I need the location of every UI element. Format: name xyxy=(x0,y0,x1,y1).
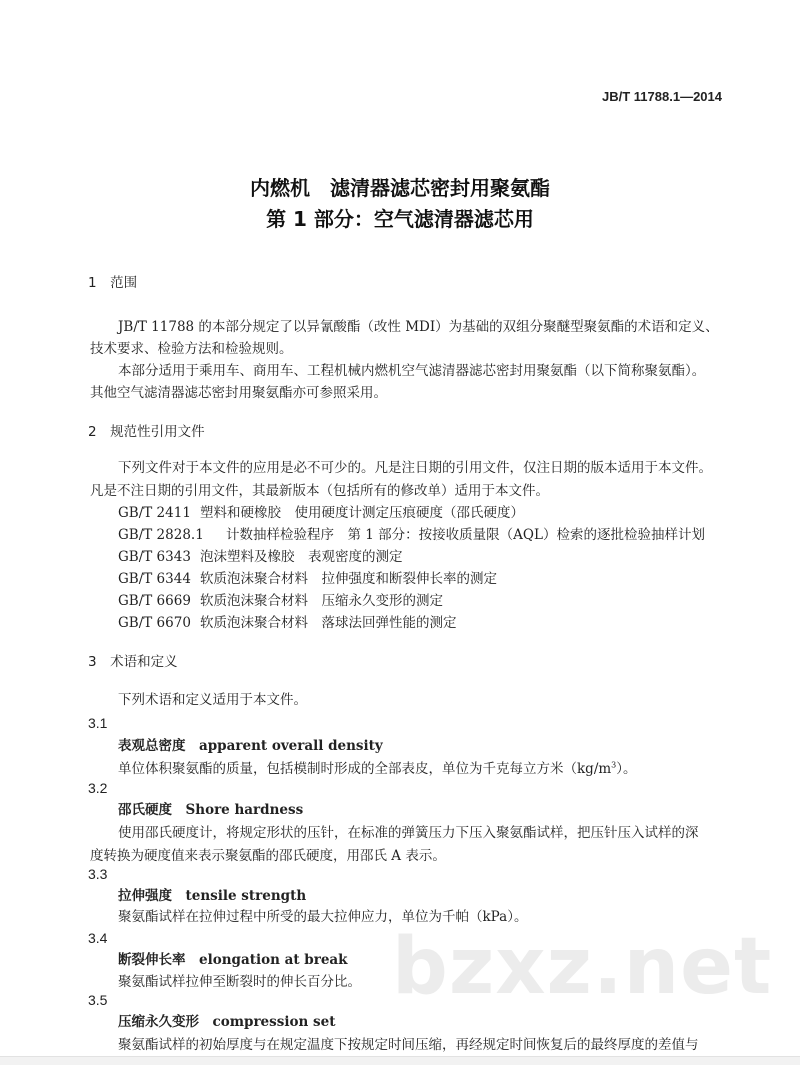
reference-item xyxy=(118,570,497,588)
document-title-line1: 内燃机 滤清器滤芯密封用聚氨酯 xyxy=(250,176,550,200)
reference-title: 计数抽样检验程序 第 1 部分：按接收质量限（AQL）检索的逐批检验抽样计划 xyxy=(226,527,705,543)
term-number: 3.4 xyxy=(88,930,108,946)
paragraph-line: 本部分适用于乘用车、商用车、工程机械内燃机空气滤清器滤芯密封用聚氨酯（以下简称聚氨酯）。 xyxy=(118,363,706,379)
reference-item xyxy=(118,592,443,610)
reference-code: GB/T 6343 xyxy=(118,549,191,565)
reference-item xyxy=(118,526,705,544)
term-definition xyxy=(118,760,637,778)
reference-item xyxy=(118,504,524,522)
reference-title: 泡沫塑料及橡胶 表观密度的测定 xyxy=(200,549,403,565)
standard-number: JB/T 11788.1—2014 xyxy=(602,89,722,104)
reference-code: GB/T 6670 xyxy=(118,615,191,631)
term-title: 表观总密度 apparent overall density xyxy=(118,738,383,754)
superscript: 3 xyxy=(611,760,617,770)
paragraph-line: 凡是不注日期的引用文件，其最新版本（包括所有的修改单）适用于本文件。 xyxy=(90,483,549,499)
paragraph-line: 其他空气滤清器滤芯密封用聚氨酯亦可参照采用。 xyxy=(90,385,387,401)
section-1-heading: 1 范围 xyxy=(88,275,138,291)
term-number: 3.3 xyxy=(88,866,108,882)
reference-title: 软质泡沫聚合材料 拉伸强度和断裂伸长率的测定 xyxy=(200,571,497,587)
term-title: 压缩永久变形 compression set xyxy=(118,1014,336,1030)
term-definition: 聚氨酯试样在拉伸过程中所受的最大拉伸应力，单位为千帕（kPa）。 xyxy=(118,909,528,925)
watermark: bzxz.net xyxy=(392,922,773,1012)
section-3-heading: 3 术语和定义 xyxy=(88,654,178,670)
reference-title: 软质泡沫聚合材料 落球法回弹性能的测定 xyxy=(200,615,457,631)
reference-code: GB/T 6344 xyxy=(118,571,191,587)
definition-text: 单位体积聚氨酯的质量，包括模制时形成的全部表皮，单位为千克每立方米（kg/m xyxy=(118,761,612,777)
term-title: 拉伸强度 tensile strength xyxy=(118,888,307,904)
document-title-line2: 第 1 部分：空气滤清器滤芯用 xyxy=(266,207,534,231)
term-definition: 使用邵氏硬度计，将规定形状的压针，在标准的弹簧压力下压入聚氨酯试样，把压针压入试样的深 xyxy=(118,825,699,841)
term-number: 3.5 xyxy=(88,992,108,1008)
term-title: 断裂伸长率 elongation at break xyxy=(118,952,348,968)
term-definition: 聚氨酯试样拉伸至断裂时的伸长百分比。 xyxy=(118,974,361,990)
term-definition: 度转换为硬度值来表示聚氨酯的邵氏硬度，用邵氏 A 表示。 xyxy=(90,848,446,864)
reference-title: 软质泡沫聚合材料 压缩永久变形的测定 xyxy=(200,593,443,609)
reference-title: 塑料和硬橡胶 使用硬度计测定压痕硬度（邵氏硬度） xyxy=(200,505,524,521)
paragraph-line: 下列术语和定义适用于本文件。 xyxy=(118,692,307,708)
definition-text: ）。 xyxy=(616,761,637,777)
paragraph-line: 下列文件对于本文件的应用是必不可少的。凡是注日期的引用文件，仅注日期的版本适用于本文件。 xyxy=(118,460,712,476)
reference-code: GB/T 2828.1 xyxy=(118,527,204,543)
reference-code: GB/T 2411 xyxy=(118,505,191,521)
term-title: 邵氏硬度 Shore hardness xyxy=(118,802,304,818)
term-number: 3.1 xyxy=(88,715,108,731)
section-2-heading: 2 规范性引用文件 xyxy=(88,424,205,440)
reference-item xyxy=(118,614,457,632)
reference-item xyxy=(118,548,403,566)
term-number: 3.2 xyxy=(88,780,108,796)
reference-code: GB/T 6669 xyxy=(118,593,191,609)
paragraph-line: JB/T 11788 的本部分规定了以异氰酸酯（改性 MDI）为基础的双组分聚醚型聚氨酯的术语和定义、 xyxy=(118,319,719,335)
term-definition: 聚氨酯试样的初始厚度与在规定温度下按规定时间压缩，再经规定时间恢复后的最终厚度的差值与 xyxy=(118,1037,699,1053)
paragraph-line: 技术要求、检验方法和检验规则。 xyxy=(90,341,293,357)
